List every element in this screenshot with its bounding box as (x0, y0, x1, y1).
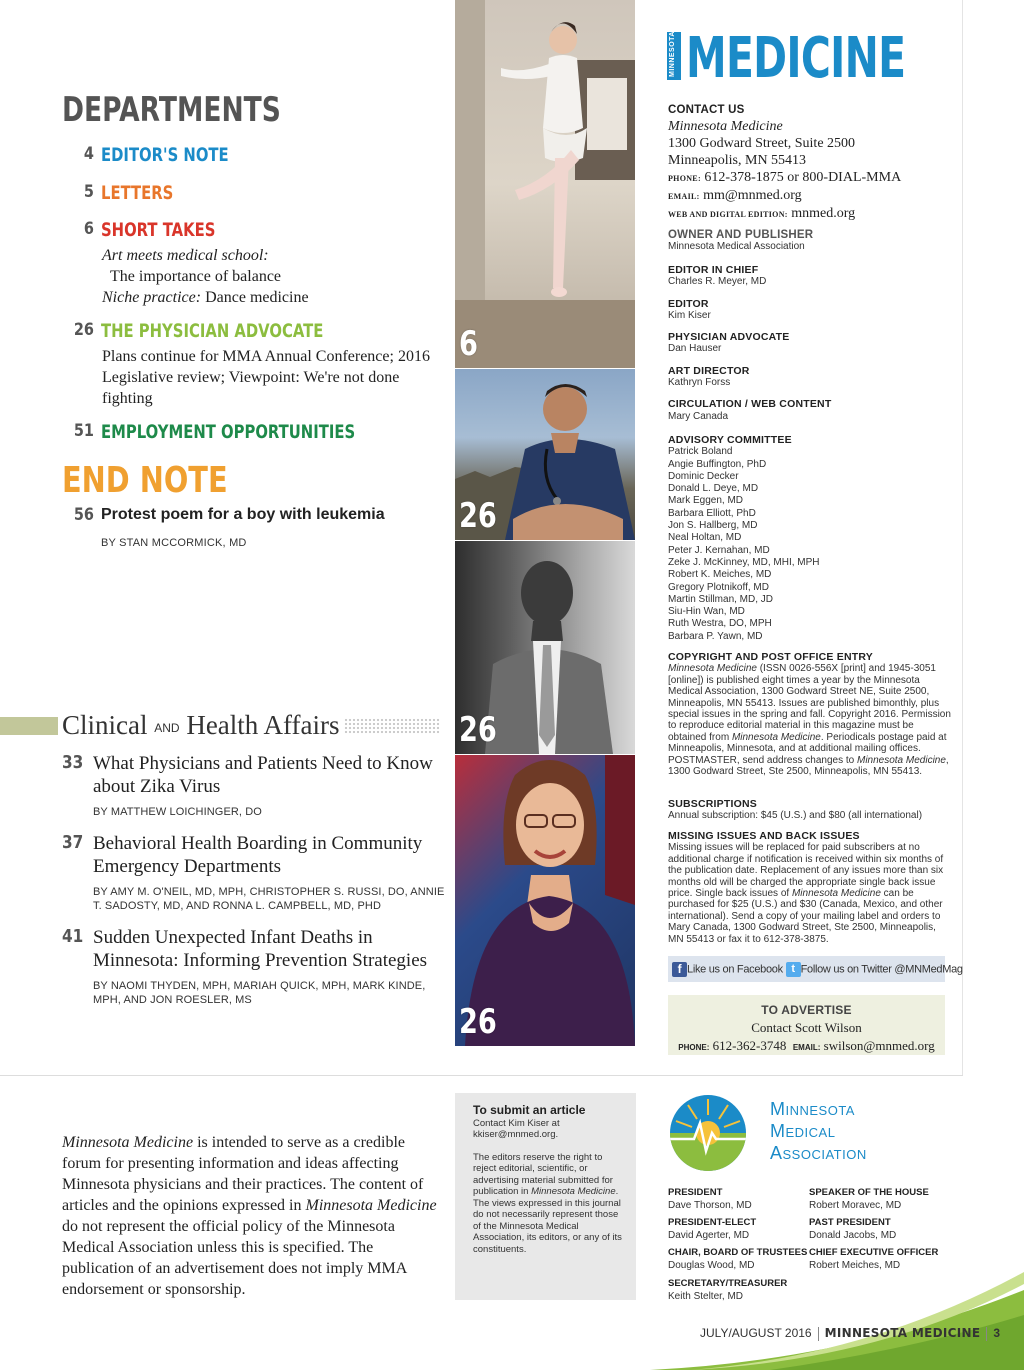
advertise-contact: Contact Scott Wilson (751, 1020, 862, 1035)
subscriptions-block: SUBSCRIPTIONS Annual subscription: $45 (U.S.) and $80 (all international) (668, 798, 953, 823)
role-item: PHYSICIAN ADVOCATE Dan Hauser (668, 331, 790, 355)
facebook-icon[interactable]: f (672, 962, 687, 977)
officer-item: SECRETARY/TREASURER Keith Stelter, MD (668, 1278, 788, 1302)
disclaimer-text: Minnesota Medicine is intended to serve as a credible forum for presenting information and ideas affecting Minnesota physicians and their practices. The content of articles and the opinions expressed in Minnesota Medicine do not represent the official policy of the Minnesota Medical Association unless this is specified. The publication of an advertisement does not imply MMA endorsement or sponsorship. (62, 1134, 437, 1298)
subscriptions-heading: SUBSCRIPTIONS (668, 798, 757, 810)
mma-logo-icon (668, 1093, 748, 1173)
submit-title: To submit an article (473, 1103, 586, 1117)
copyright-heading: COPYRIGHT AND POST OFFICE ENTRY (668, 651, 873, 663)
dept-item-physician-advocate[interactable] (62, 320, 442, 410)
facebook-link[interactable]: Like us on Facebook (687, 963, 783, 976)
page-footer (700, 1326, 1000, 1341)
photo-physician-advocate[interactable] (455, 369, 635, 540)
missing-issues-heading: MISSING ISSUES AND BACK ISSUES (668, 830, 860, 842)
mma-name: Minnesota Medical Association (770, 1099, 867, 1163)
contact-web[interactable]: WEB AND DIGITAL EDITION: mnmed.org (668, 206, 856, 222)
owner-name: Minnesota Medical Association (668, 241, 805, 253)
page-number: 37 (62, 832, 84, 853)
end-note-title[interactable]: Protest poem for a boy with leukemia (101, 506, 385, 523)
officer-item: PAST PRESIDENT Donald Jacobs, MD (809, 1217, 897, 1241)
footer-page-number: 3 (993, 1326, 1001, 1340)
contact-mag-name: Minnesota Medicine (668, 119, 783, 135)
section-accent-bar (0, 717, 58, 735)
clinical-section-heading: Clinical AND Health Affairs (62, 710, 340, 740)
end-note-heading: END NOTE (62, 460, 228, 501)
missing-issues-block: MISSING ISSUES AND BACK ISSUES Missing issues will be replaced for paid subscribers at no additional charge if notification is received within six months of the publication date. Replacement of any issues more than six months old will be charged the appropriate single back issue price. Single back issues of Minnesota Medicine can be purchased for $25 (U.S.) and $30 (Canada, Mexico, and other international). Send a copy of your mailing label and orders to Mary Canada, 1300 Godward Street, Ste 2500, Minneapolis, MN 55413 or fax it to 612-378-3875. (668, 831, 953, 945)
owner-heading: OWNER AND PUBLISHER (668, 229, 814, 241)
social-bar (668, 956, 963, 982)
advertise-heading: TO ADVERTISE (761, 1003, 852, 1017)
role-item: EDITOR IN CHIEF Charles R. Meyer, MD (668, 264, 767, 288)
dept-name: LETTERS (101, 182, 174, 204)
submit-body: The editors reserve the right to reject editorial, scientific, or advertising material submitted for publication in Minnesota Medicine. The views expressed in this journal do not necessarily represent those of the Minnesota Medical Association, its editors, or any of its constituents. (473, 1151, 622, 1255)
role-item: EDITOR Kim Kiser (668, 297, 711, 321)
footer-date: JULY/AUGUST 2016 (700, 1326, 812, 1340)
dancer-illustration (455, 0, 635, 368)
page-number: 5 (83, 182, 94, 202)
footer-magazine: MINNESOTA MEDICINE (824, 1326, 981, 1340)
article-title: Sudden Unexpected Infant Deaths in Minnesota: Informing Prevention Strategies (93, 927, 428, 971)
dept-name: THE PHYSICIAN ADVOCATE (101, 320, 324, 342)
copyright-block: COPYRIGHT AND POST OFFICE ENTRY Minnesota Medicine (ISSN 0026-556X [print] and 1945-3051 [online]) is published eight times a year by the Minnesota Medical Association, 1300 Godward Street NE, Suite 2500, Minneapolis, MN 55413. Issues are published bimonthly, plus special issues in the spring and fall. Copyright 2016. Permission to reproduce editorial material in this magazine must be obtained from Minnesota Medicine. Periodicals postage paid at Minneapolis, Minnesota, and at additional mailing offices. POSTMASTER, send address changes to Minnesota Medicine, 1300 Godward Street, Ste 2500, Minneapolis, MN 55413. (668, 652, 953, 777)
contact-address-1: 1300 Godward Street, Suite 2500 (668, 136, 856, 152)
contact-heading: CONTACT US (668, 104, 745, 116)
dept-item-short-takes[interactable] (62, 219, 442, 309)
article-item-behavioral-health[interactable] (62, 832, 447, 917)
page-number: 4 (83, 144, 94, 164)
officer-item: PRESIDENT-ELECT David Agerter, MD (668, 1217, 757, 1241)
page-number: 26 (73, 320, 94, 340)
dotted-decoration (344, 718, 440, 734)
column-divider (962, 0, 963, 1075)
masthead-state-tag: MINNESOTA (667, 32, 681, 80)
article-byline: BY MATTHEW LOICHINGER, DO (93, 806, 262, 818)
contact-address-2: Minneapolis, MN 55413 (668, 153, 807, 169)
submit-contact[interactable]: Contact Kim Kiser at kkiser@mnmed.org. (473, 1117, 560, 1140)
dept-name: EDITOR'S NOTE (101, 144, 229, 166)
advisory-heading: ADVISORY COMMITTEE (668, 434, 792, 446)
photo-dancer[interactable] (455, 0, 635, 368)
twitter-link[interactable]: Follow us on Twitter @MNMedMag (800, 963, 963, 976)
officer-item: CHAIR, BOARD OF TRUSTEES Douglas Wood, MD (668, 1247, 808, 1271)
photo-page-number: 26 (459, 496, 497, 536)
page-number: 51 (73, 421, 94, 441)
dept-name: SHORT TAKES (101, 219, 216, 241)
submit-article-box (455, 1093, 636, 1300)
article-byline: BY AMY M. O'NEIL, MD, MPH, CHRISTOPHER S. RUSSI, DO, ANNIE T. SADOSTY, MD, AND RONNA L. CAMPBELL, MD, PHD (93, 886, 445, 912)
staff-roles (668, 264, 953, 432)
officer-item: SPEAKER OF THE HOUSE Robert Moravec, MD (809, 1187, 929, 1211)
photo-page-number: 26 (459, 710, 497, 750)
advertise-phone-email[interactable]: PHONE: 612-362-3748 EMAIL: swilson@mnmed.org (678, 1038, 935, 1053)
page-number: 56 (73, 505, 94, 525)
page-number: 41 (62, 926, 84, 947)
page-number: 6 (83, 219, 94, 239)
officer-item: CHIEF EXECUTIVE OFFICER Robert Meiches, MD (809, 1247, 939, 1271)
article-title: What Physicians and Patients Need to Know about Zika Virus (93, 753, 433, 797)
article-item-infant-deaths[interactable] (62, 926, 447, 1011)
contact-phone: PHONE: 612-378-1875 or 800-DIAL-MMA (668, 170, 902, 186)
twitter-icon[interactable]: t (786, 962, 801, 977)
masthead-logo: MEDICINE (686, 26, 906, 91)
officer-item: PRESIDENT Dave Thorson, MD (668, 1187, 752, 1211)
dept-name: EMPLOYMENT OPPORTUNITIES (101, 421, 356, 443)
dept-item-editors-note[interactable] (62, 144, 442, 168)
photo-viewpoint-author[interactable] (455, 541, 635, 754)
owner-block (668, 229, 953, 254)
article-byline: BY NAOMI THYDEN, MPH, MARIAH QUICK, MPH, MARK KINDE, MPH, AND JON ROESLER, MS (93, 980, 426, 1006)
photo-conference[interactable] (455, 755, 635, 1046)
departments-title: DEPARTMENTS (62, 90, 281, 130)
contact-block (668, 104, 953, 223)
dept-description: Plans continue for MMA Annual Conference; 2016 Legislative review; Viewpoint: We're not done fighting (102, 348, 430, 407)
advertise-box (668, 995, 945, 1055)
advisory-committee: ADVISORY COMMITTEE Patrick Boland Angie Buffington, PhD Dominic Decker Donald L. Deye, MD Mark Eggen, MD Barbara Elliott, PhD Jon S. Hallberg, MD Neal Holtan, MD Peter J. Kernahan, MD Zeke J. McKinney, MD, MHI, MPH Robert K. Meiches, MD Gregory Plotnikoff, MD Martin Stillman, MD, JD Siu-Hin Wan, MD Ruth Westra, DO, MPH Barbara P. Yawn, MD (668, 434, 953, 643)
photo-page-number: 6 (459, 324, 478, 364)
section-divider (0, 1075, 963, 1076)
contact-email[interactable]: EMAIL: mm@mnmed.org (668, 188, 802, 204)
dept-item-employment[interactable] (62, 421, 442, 445)
role-item: CIRCULATION / WEB CONTENT Mary Canada (668, 398, 832, 422)
article-item-zika[interactable] (62, 752, 447, 822)
dept-item-letters[interactable] (62, 182, 442, 206)
page-number: 33 (62, 752, 84, 773)
end-note-byline: BY STAN MCCORMICK, MD (101, 537, 247, 549)
article-title: Behavioral Health Boarding in Community Emergency Departments (93, 833, 423, 877)
role-item: ART DIRECTOR Kathryn Forss (668, 364, 750, 389)
green-swoosh-decoration (650, 1260, 1024, 1370)
dept-description: Art meets medical school: The importance of balance Niche practice: Dance medicine (102, 247, 309, 306)
photo-page-number: 26 (459, 1002, 497, 1042)
